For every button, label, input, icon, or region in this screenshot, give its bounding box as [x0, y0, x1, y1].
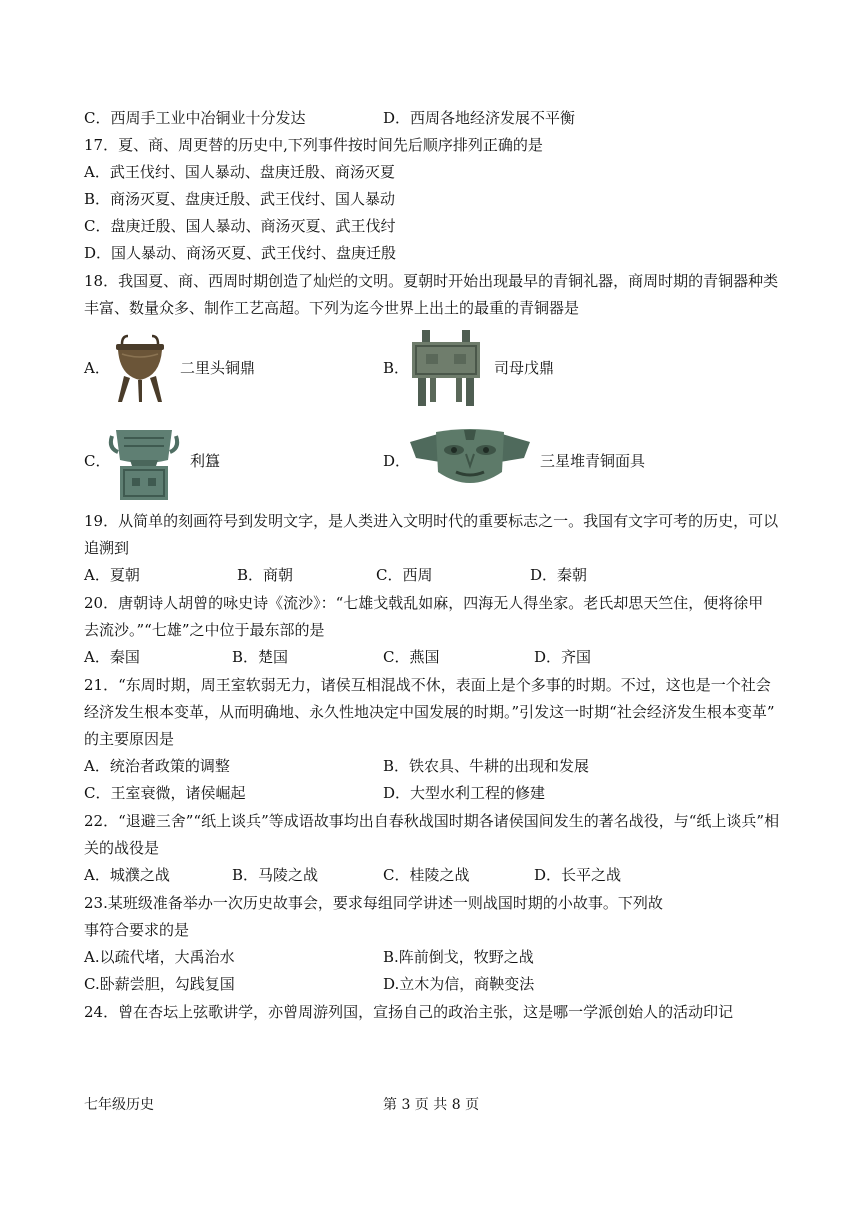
square-ding-image: [406, 328, 486, 408]
q18-option-a-letter: A．: [84, 359, 110, 377]
q17-option-b: B．商汤灭夏、盘庚迁殷、武王伐纣、国人暴动: [84, 190, 396, 208]
q19-stem-line2: 追溯到: [84, 539, 130, 557]
gui-vessel-image: [106, 426, 182, 502]
q17-option-c: C．盘庚迁殷、国人暴动、商汤灭夏、武王伐纣: [84, 217, 396, 235]
q19-stem-line1: 19．从简单的刻画符号到发明文字，是人类进入文明时代的重要标志之一。我国有文字可考的历史，可以: [84, 512, 779, 530]
q19-option-d: D．秦朝: [530, 566, 588, 584]
q21-stem-line3: 的主要原因是: [84, 730, 175, 748]
q21-stem-line2: 经济发生根本变革，从而明确地、永久性地决定中国发展的时期。”引发这一时期“社会经济发生根本变革”: [84, 703, 775, 721]
bronze-mask-image: [408, 428, 532, 494]
q18-stem-line1: 18．我国夏、商、西周时期创造了灿烂的文明。夏朝时开始出现最早的青铜礼器，商周时期的青铜器种类: [84, 272, 779, 290]
q18-caption-d: 三星堆青铜面具: [540, 452, 646, 470]
q16-option-d: D．西周各地经济发展不平衡: [383, 109, 576, 127]
q23-stem-line1: 23.某班级准备举办一次历史故事会，要求每组同学讲述一则战国时期的小故事。下列故: [84, 894, 663, 912]
q18-option-b-letter: B．: [383, 359, 410, 377]
q18-caption-a: 二里头铜鼎: [180, 359, 256, 377]
q23-option-d: D.立木为信，商鞅变法: [383, 975, 535, 993]
footer-subject: 七年级历史: [84, 1097, 154, 1113]
q21-option-c: C．王室衰微，诸侯崛起: [84, 784, 246, 802]
q22-stem-line2: 关的战役是: [84, 839, 160, 857]
q18-caption-c: 利簋: [190, 452, 221, 470]
q18-caption-b: 司母戊鼎: [494, 359, 555, 377]
q23-stem-line2: 事符合要求的是: [84, 921, 190, 939]
q20-option-b: B．楚国: [232, 648, 289, 666]
q17-option-a: A．武王伐纣、国人暴动、盘庚迁殷、商汤灭夏: [84, 163, 395, 181]
q21-option-a: A．统治者政策的调整: [84, 757, 230, 775]
footer-page-number: 第 3 页 共 8 页: [383, 1097, 480, 1113]
q18-option-c-letter: C．: [84, 452, 111, 470]
q20-option-c: C．燕国: [383, 648, 440, 666]
tripod-cauldron-image: [108, 330, 172, 406]
q19-option-c: C．西周: [376, 566, 433, 584]
q17-stem: 17．夏、商、周更替的历史中,下列事件按时间先后顺序排列正确的是: [84, 136, 543, 154]
q23-option-c: C.卧薪尝胆，勾践复国: [84, 975, 235, 993]
q22-option-a: A．城濮之战: [84, 866, 170, 884]
q18-stem-line2: 丰富、数量众多、制作工艺高超。下列为迄今世界上出土的最重的青铜器是: [84, 299, 580, 317]
q20-option-a: A．秦国: [84, 648, 140, 666]
q21-stem-line1: 21．“东周时期，周王室软弱无力，诸侯互相混战不休，表面上是个多事的时期。不过，这也是一个社会: [84, 676, 771, 694]
q19-option-a: A．夏朝: [84, 566, 140, 584]
q22-option-c: C．桂陵之战: [383, 866, 470, 884]
q21-option-d: D．大型水利工程的修建: [383, 784, 546, 802]
q24-stem: 24．曾在杏坛上弦歌讲学，亦曾周游列国，宣扬自己的政治主张，这是哪一学派创始人的活动印记: [84, 1003, 734, 1021]
q16-option-c: C．西周手工业中冶铜业十分发达: [84, 109, 306, 127]
q20-stem-line1: 20．唐朝诗人胡曾的咏史诗《流沙》：“七雄戈戟乱如麻，四海无人得坐家。老氏却思天竺住，便将徐甲: [84, 594, 764, 612]
q20-stem-line2: 去流沙。”“七雄”之中位于最东部的是: [84, 621, 325, 639]
q22-option-b: B．马陵之战: [232, 866, 319, 884]
q17-option-d: D．国人暴动、商汤灭夏、武王伐纣、盘庚迁殷: [84, 244, 397, 262]
q19-option-b: B．商朝: [237, 566, 294, 584]
q18-option-d-letter: D．: [383, 452, 411, 470]
q23-option-a: A.以疏代堵，大禹治水: [84, 948, 235, 966]
q21-option-b: B．铁农具、牛耕的出现和发展: [383, 757, 590, 775]
q20-option-d: D．齐国: [534, 648, 592, 666]
q22-stem-line1: 22．“退避三舍”“纸上谈兵”等成语故事均出自春秋战国时期各诸侯国间发生的著名战役，与“纸上谈兵”相: [84, 812, 780, 830]
q22-option-d: D．长平之战: [534, 866, 622, 884]
q23-option-b: B.阵前倒戈，牧野之战: [383, 948, 534, 966]
